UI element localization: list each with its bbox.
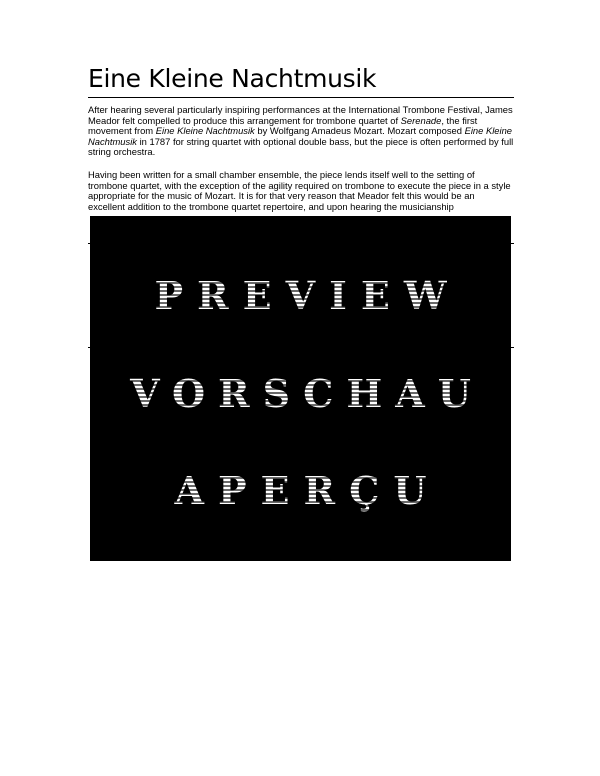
paragraph-1 <box>88 105 514 158</box>
watermark-word-vorschau: VORSCHAU <box>90 372 511 416</box>
italic-title-run: Eine Kleine Nachtmusik <box>155 125 255 137</box>
text-run: in 1787 for string quartet with optional double bass, but the piece is often performed by full string orchestra. <box>88 135 514 158</box>
watermark-word-preview: PREVIEW <box>90 274 511 318</box>
paragraph-2: Having been written for a small chamber ensemble, the piece lends itself well to the setting of trombone quartet, with the exception of the agility required on trombone to execute the piece in a style appropriate for the music of Mozart. It is for that very reason that Meador felt this would be an excellent addition to the trombone quartet repertoire, and upon hearing the musicianship <box>88 169 511 212</box>
text-run: , the first movement from <box>88 114 478 137</box>
watermark-word-apercu: APERÇU <box>90 469 511 513</box>
italic-title-run: Serenade <box>400 114 442 126</box>
text-run: by Wolfgang Amadeus Mozart. Mozart composed <box>254 125 465 137</box>
title-rule <box>88 97 514 98</box>
page-title: Eine Kleine Nachtmusik <box>88 64 377 93</box>
italic-title-run: Eine Kleine Nachtmusik <box>88 125 513 147</box>
text-run: After hearing several particularly inspiring performances at the International Trombone Festival, James Meador felt compelled to produce this arrangement for trombone quartet of <box>88 104 513 126</box>
preview-watermark <box>90 216 511 561</box>
